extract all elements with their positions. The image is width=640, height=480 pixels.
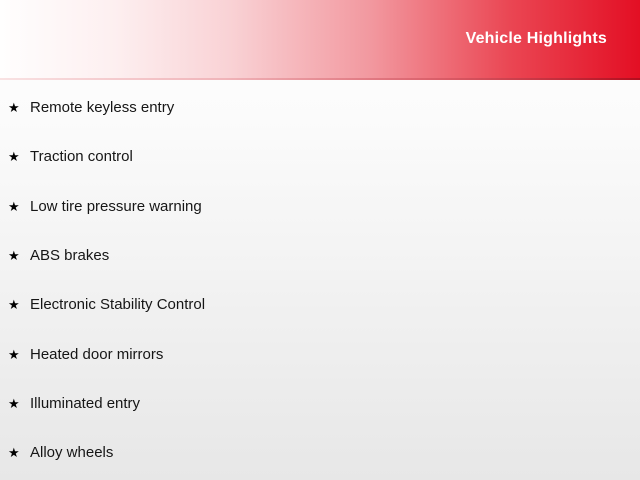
- feature-label: Alloy wheels: [30, 444, 114, 462]
- star-icon: ★: [8, 100, 20, 116]
- star-icon: ★: [8, 248, 20, 264]
- star-icon: ★: [8, 445, 20, 461]
- feature-label: ABS brakes: [30, 247, 110, 265]
- list-item: [0, 83, 640, 132]
- feature-label: Heated door mirrors: [30, 345, 164, 363]
- header-divider: [0, 78, 640, 80]
- star-icon: ★: [8, 149, 20, 165]
- list-item: [0, 182, 640, 231]
- page-title: Vehicle Highlights: [465, 30, 607, 47]
- feature-label: Traction control: [30, 148, 133, 166]
- list-item: [0, 231, 640, 280]
- star-icon: ★: [8, 395, 20, 411]
- list-item: [0, 428, 640, 477]
- list-item: [0, 329, 640, 378]
- feature-label: Illuminated entry: [30, 394, 141, 412]
- list-item: [0, 379, 640, 428]
- list-item: [0, 280, 640, 329]
- list-item: [0, 132, 640, 181]
- star-icon: ★: [8, 297, 20, 313]
- feature-label: Remote keyless entry: [30, 99, 175, 117]
- feature-list: [0, 83, 640, 477]
- feature-label: Electronic Stability Control: [30, 296, 206, 314]
- header-banner: [0, 0, 640, 78]
- star-icon: ★: [8, 346, 20, 362]
- star-icon: ★: [8, 198, 20, 214]
- feature-label: Low tire pressure warning: [30, 197, 202, 215]
